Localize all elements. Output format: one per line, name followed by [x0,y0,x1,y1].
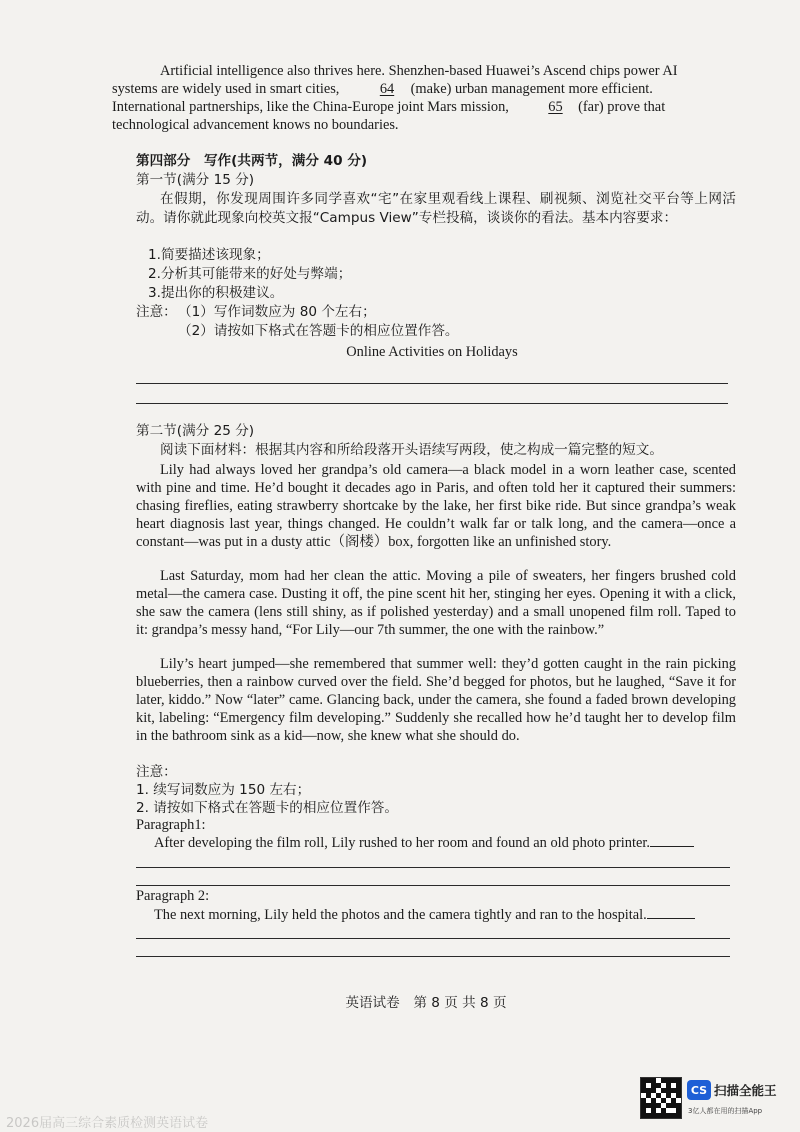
page-footer: 英语试卷 第 8 页 共 8 页 [345,995,507,1011]
blank-line [647,918,695,919]
blank-line [650,846,694,847]
note-2: （2）请按如下格式在答题卡的相应位置作答。 [178,323,459,339]
ai-paragraph [112,62,736,134]
ai-line-3 [112,99,665,115]
paragraph1-start-text: After developing the film roll, Lily rushed to her room and found an old photo printer. [154,835,650,851]
camscanner-name: 扫描全能王 [714,1083,777,1098]
section2-instruction: 阅读下面材料：根据其内容和所给段落开头语续写两段，使之构成一篇完整的短文。 [160,442,663,458]
ai-line-4: technological advancement knows no boundaries. [112,117,399,133]
section2-note-2: 2. 请按如下格式在答题卡的相应位置作答。 [136,800,398,816]
essay-title: Online Activities on Holidays [346,344,518,360]
ai-line-1: Artificial intelligence also thrives here. Shenzhen-based Huawei’s Ascend chips power AI [160,63,678,79]
camscanner-tagline: 3亿人都在用的扫描App [688,1107,763,1115]
answer-line [136,885,730,886]
paragraph2-start-text: The next morning, Lily held the photos and the camera tightly and ran to the hospital. [154,907,647,923]
section2-heading: 第二节(满分 25 分) [136,423,255,439]
answer-line [136,938,730,939]
requirement-3: 3.提出你的积极建议。 [148,285,284,301]
section1-prompt: 在假期，你发现周围许多同学喜欢“宅”在家里观看线上课程、刷视频、浏览社交平台等上网活动。请你就此现象向校英文报“Campus View”专栏投稿，谈谈你的看法。基本内容要求： [136,191,736,226]
ai-line-3a: International partnerships, like the China-Europe joint Mars mission, [112,99,509,115]
answer-line [136,867,730,868]
story-paragraph-3: Lily’s heart jumped—she remembered that summer well: they’d gotten caught in the rain picking blueberries, then a rainbow curved over the field. She’d begged for photos, but he laughed, “Save it for later, kiddo.” Now “later” came. Glancing back, under the camera, she found a faded brown developing kit, labeling: “Emergency film developing.” Suddenly she recalled how he’d taught her to develop film in the bathroom sink as a kid—now, she knew what she should do. [136,656,736,744]
paragraph2-opening [154,907,695,924]
paragraph1-opening [154,835,694,852]
qr-code-icon [640,1077,682,1119]
answer-line [136,956,730,957]
section2-note-1: 1. 续写词数应为 150 左右； [136,782,311,798]
paragraph2-label: Paragraph 2: [136,888,210,904]
story-paragraph-1: Lily had always loved her grandpa’s old camera—a black model in a worn leather case, scented with pine and time. He’d bought it decades ago in Paris, and often told her it captured their summers: chasing fireflies, eating strawberry shortcake by the lake, her first bike ride. But since grandpa’s weak heart diagnosis last year, things changed. He couldn’t walk far or talk long, and the camera—once a constant—was put in a dusty attic（阁楼）box, forgotten like an unfinished story. [136,462,736,550]
part4-heading: 第四部分 写作(共两节，满分 40 分) [136,153,368,169]
blank-65[interactable]: 65 [548,99,563,115]
note-1: （1）写作词数应为 80 个左右； [178,304,376,320]
paragraph1-label: Paragraph1: [136,817,206,833]
ai-line-2b: (make) urban management more efficient. [410,81,653,97]
ai-line-2 [112,81,653,97]
ai-line-2a: systems are widely used in smart cities, [112,81,340,97]
note-label: 注意： [136,304,177,320]
requirement-2: 2.分析其可能带来的好处与弊端； [148,266,352,282]
answer-line [136,383,728,384]
blank-64[interactable]: 64 [379,81,395,97]
section1-heading: 第一节(满分 15 分) [136,172,255,188]
ai-line-3b: (far) prove that [578,99,666,115]
watermark: 2026届高三综合素质检测英语试卷 [6,1116,209,1131]
requirement-1: 1.简要描述该现象； [148,247,270,263]
story-paragraph-2: Last Saturday, mom had her clean the attic. Moving a pile of sweaters, her fingers brushed cold metal—the camera case. Dusting it off, the pine scent hit her, stinging her eyes. Opening it with a click, she saw the camera (lens still shiny, as if polished yesterday) and a small unopened film roll. Taped to it: grandpa’s messy hand, “For Lily—our 7th summer, the one with the rainbow.” [136,568,736,638]
camscanner-logo-icon: CS [687,1080,711,1100]
section2-note-label: 注意： [136,764,177,780]
answer-line [136,403,728,404]
